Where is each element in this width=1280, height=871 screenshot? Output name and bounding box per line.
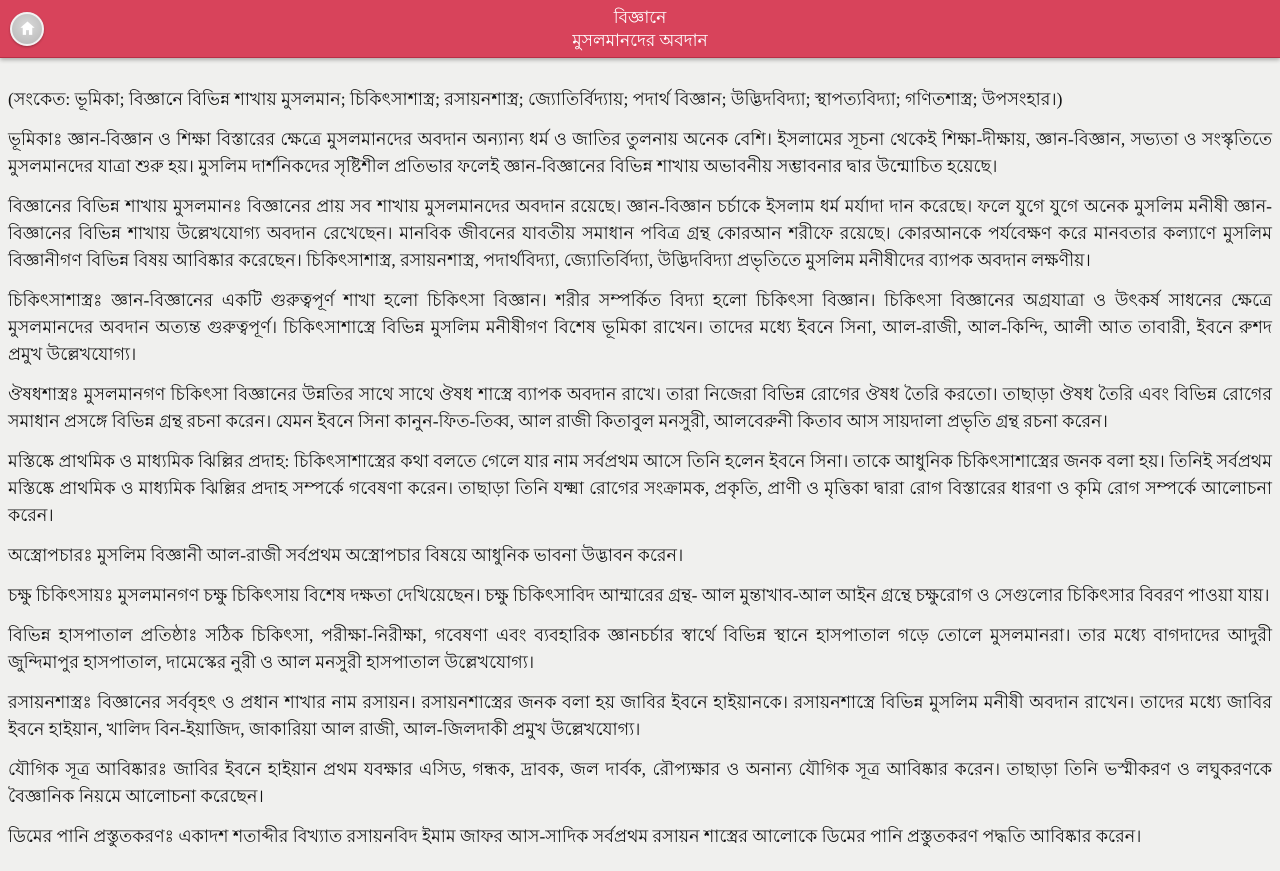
paragraph-meningitis: মস্তিষ্কে প্রাথমিক ও মাধ্যমিক ঝিল্লির প্রদাহ: চিকিৎসাশাস্ত্রের কথা বলতে গেলে যার নাম সর্বপ্রথম আসে তিনি হলেন ইবনে সিনা। তাকে আধুনিক চিকিৎসাশাস্ত্রের জনক বলা হয়। তিনিই সর্বপ্রথম মস্তিষ্কে প্রাথমিক ও মাধ্যমিক ঝিল্লির প্রদাহ সম্পর্কে গবেষণা করেন। তাছাড়া তিনি যক্ষ্মা রোগের সংক্রামক, প্রকৃতি, প্রাণী ও মৃত্তিকা দ্বারা রোগ বিস্তারের ধারণা ও কৃমি রোগ সম্পর্কে আলোচনা করেন। xyxy=(8,451,1272,525)
home-button[interactable] xyxy=(10,12,44,46)
paragraph-compounds: যৌগিক সূত্র আবিষ্কারঃ জাবির ইবনে হাইয়ান প্রথম যবক্ষার এসিড, গন্ধক, দ্রাবক, জল দার্বক, রৌপ্যক্ষার ও অনান্য যৌগিক সূত্র আবিষ্কার করেন। তাছাড়া তিনি ভস্মীকরণ ও লঘুকরণকে বৈজ্ঞানিক নিয়মে আলোচনা করেছেন। xyxy=(8,759,1272,806)
paragraph-egg-water: ডিমের পানি প্রস্তুতকরণঃ একাদশ শতাব্দীর বিখ্যাত রসায়নবিদ ইমাম জাফর আস-সাদিক সর্বপ্রথম রসায়ন শাস্ত্রের আলোকে ডিমের পানি প্রস্তুতকরণ পদ্ধতি আবিষ্কার করেন। xyxy=(8,826,1142,846)
page-title-line1: বিজ্ঞানে xyxy=(613,7,667,27)
home-icon xyxy=(18,19,37,38)
document-body xyxy=(0,58,1280,871)
paragraph-chemistry: রসায়নশাস্ত্রঃ বিজ্ঞানের সর্ববৃহৎ ও প্রধান শাখার নাম রসায়ন। রসায়নশাস্ত্রের জনক বলা হয় জাবির ইবনে হাইয়ানকে। রসায়নশাস্ত্রে বিভিন্ন মুসলিম মনীষী অবদান রাখেন। তাদের মধ্যে জাবির ইবনে হাইয়ান, খালিদ বিন-ইয়াজিদ, জাকারিয়া আল রাজী, আল-জিলদাকী প্রমুখ উল্লেখযোগ্য। xyxy=(8,692,1272,739)
paragraph-intro: ভূমিকাঃ জ্ঞান-বিজ্ঞান ও শিক্ষা বিস্তারের ক্ষেত্রে মুসলমানদের অবদান অন্যান্য ধর্ম ও জাতির তুলনায় অনেক বেশি। ইসলামের সূচনা থেকেই শিক্ষা-দীক্ষায়, জ্ঞান-বিজ্ঞান, সভ্যতা ও সংস্কৃতিতে মুসলমানদের যাত্রা শুরু হয়। মুসলিম দার্শনিকদের সৃষ্টিশীল প্রতিভার ফলেই জ্ঞান-বিজ্ঞানের বিভিন্ন শাখায় অভাবনীয় সম্ভাবনার দ্বার উন্মোচিত হয়েছে। xyxy=(8,129,1272,176)
paragraph-medicine: চিকিৎসাশাস্ত্রঃ জ্ঞান-বিজ্ঞানের একটি গুরুত্বপূর্ণ শাখা হলো চিকিৎসা বিজ্ঞান। শরীর সম্পর্কিত বিদ্যা হলো চিকিৎসা বিজ্ঞান। চিকিৎসা বিজ্ঞানের অগ্রযাত্রা ও উৎকর্ষ সাধনের ক্ষেত্রে মুসলমানদের অবদান অত্যন্ত গুরুত্বপূর্ণ। চিকিৎসাশাস্ত্রে বিভিন্ন মুসলিম মনীষীগণ বিশেষ ভূমিকা রাখেন। তাদের মধ্যে ইবনে সিনা, আল-রাজী, আল-কিন্দি, আলী আত তাবারী, ইবনে রুশদ প্রমুখ উল্লেখযোগ্য। xyxy=(8,290,1272,364)
paragraph-ophthalmology: চক্ষু চিকিৎসায়ঃ মুসলমানগণ চক্ষু চিকিৎসায় বিশেষ দক্ষতা দেখিয়েছেন। চক্ষু চিকিৎসাবিদ আম্মারের গ্রন্থ- আল মুন্তাখাব-আল আইন গ্রন্থে চক্ষুরোগ ও সেগুলোর চিকিৎসার বিবরণ পাওয়া যায়। xyxy=(8,585,1270,605)
app-header xyxy=(0,0,1280,58)
paragraph-surgery: অস্ত্রোপচারঃ মুসলিম বিজ্ঞানী আল-রাজী সর্বপ্রথম অস্ত্রোপচার বিষয়ে আধুনিক ভাবনা উদ্ভাবন করেন। xyxy=(8,545,684,565)
paragraph-branches: বিজ্ঞানের বিভিন্ন শাখায় মুসলমানঃ বিজ্ঞানের প্রায় সব শাখায় মুসলমানদের অবদান রয়েছে। জ্ঞান-বিজ্ঞান চর্চাকে ইসলাম ধর্ম মর্যাদা দান করেছে। ফলে যুগে যুগে অনেক মুসলিম মনীষী জ্ঞান-বিজ্ঞানের বিভিন্ন শাখায় উল্লেখযোগ্য অবদান রেখেছেন। মানবিক জীবনের যাবতীয় সমাধান পবিত্র গ্রন্থ কোরআন শরীফে রয়েছে। কোরআনকে পর্যবেক্ষণ করে মানবতার কল্যাণে মুসলিম বিজ্ঞানীগণ বিভিন্ন বিষয় আবিষ্কার করেছেন। চিকিৎসাশাস্ত্র, রসায়নশাস্ত্র, পদার্থবিদ্যা, জ্যোতির্বিদ্যা, উদ্ভিদবিদ্যা প্রভৃতিতে মুসলিম মনীষীদের ব্যাপক অবদান লক্ষণীয়। xyxy=(8,196,1272,270)
index-line: (সংকেত: ভূমিকা; বিজ্ঞানে বিভিন্ন শাখায় মুসলমান; চিকিৎসাশাস্ত্র; রসায়নশাস্ত্র; জ্যোতির্বিদ্যায়; পদার্থ বিজ্ঞান; উদ্ভিদবিদ্যা; স্থাপত্যবিদ্যা; গণিতশাস্ত্র; উপসংহার।) xyxy=(8,89,1063,109)
page-title-line2: মুসলমানদের অবদান xyxy=(572,30,708,50)
paragraph-hospitals: বিভিন্ন হাসপাতাল প্রতিষ্ঠাঃ সঠিক চিকিৎসা, পরীক্ষা-নিরীক্ষা, গবেষণা এবং ব্যবহারিক জ্ঞানচর্চার স্বার্থে বিভিন্ন স্থানে হাসপাতাল গড়ে তোলে মুসলমানরা। তার মধ্যে বাগদাদের আদুরী জুন্দিমাপুর হাসপাতাল, দামেস্কের নুরী ও আল মনসুরী হাসপাতাল উল্লেখযোগ্য। xyxy=(8,625,1272,672)
paragraph-pharmacology: ঔষধশাস্ত্রঃ মুসলমানগণ চিকিৎসা বিজ্ঞানের উন্নতির সাথে সাথে ঔষধ শাস্ত্রে ব্যাপক অবদান রাখে। তারা নিজেরা বিভিন্ন রোগের ঔষধ তৈরি করতো। তাছাড়া ঔষধ তৈরি এবং বিভিন্ন রোগের সমাধান প্রসঙ্গে বিভিন্ন গ্রন্থ রচনা করেন। যেমন ইবনে সিনা কানুন-ফিত-তিব্ব, আল রাজী কিতাবুল মনসুরী, আলবেরুনী কিতাব আস সায়দালা প্রভৃতি গ্রন্থ রচনা করেন। xyxy=(8,384,1272,431)
